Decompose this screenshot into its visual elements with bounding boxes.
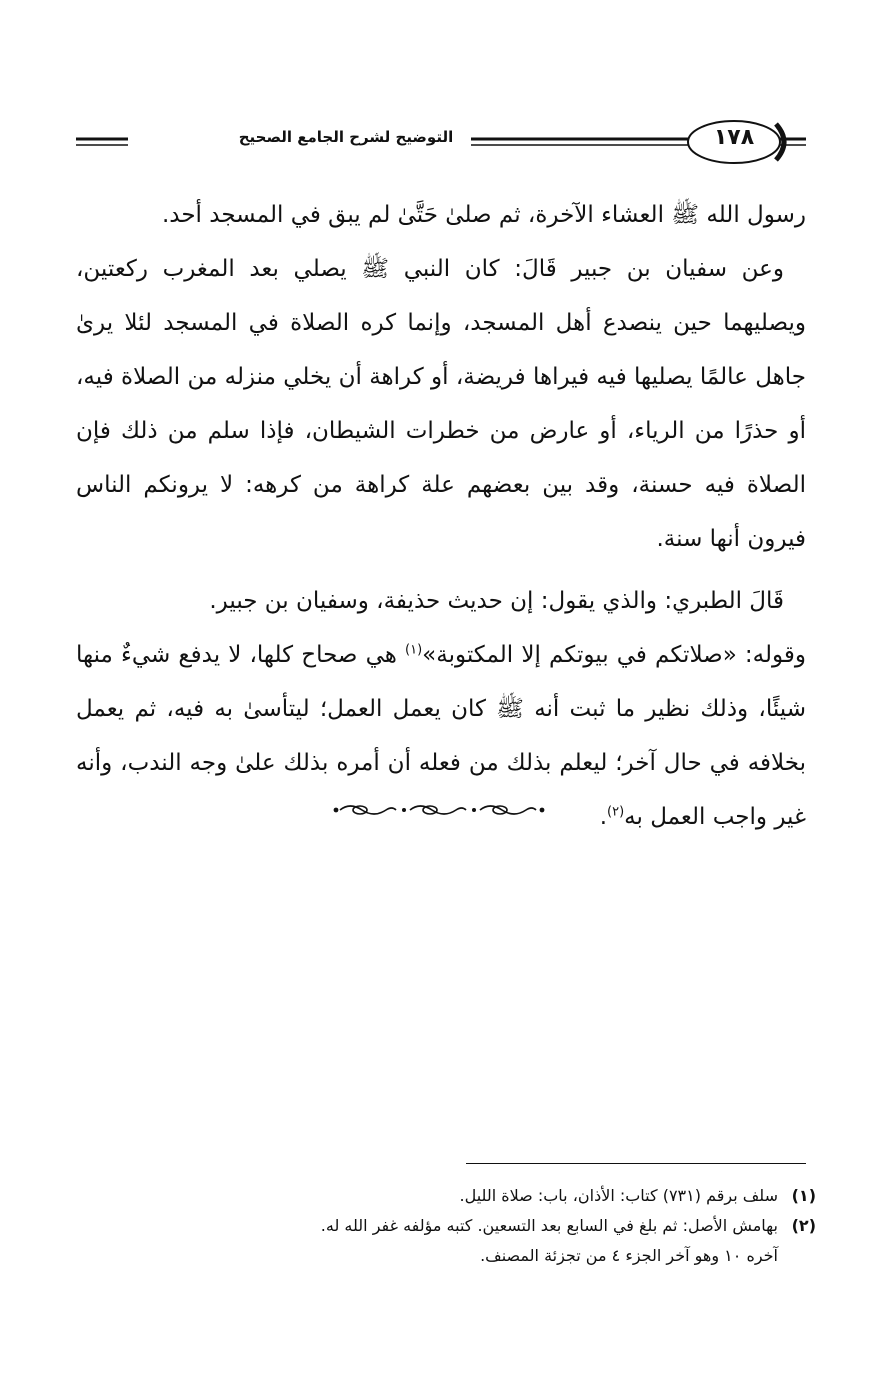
page-number: ١٧٨ (713, 125, 755, 150)
footnote-2-line-1: بهامش الأصل: ثم بلغ في السابع بعد التسعين. كتبه مؤلفه غفر الله له. (320, 1216, 778, 1235)
decorative-divider-icon (330, 798, 550, 822)
main-text (76, 188, 806, 844)
footnote-1-line-1: سلف برقم (٧٣١) كتاب: الأذان، باب: صلاة الليل. (459, 1186, 778, 1205)
paragraph-1: رسول الله ﷺ العشاء الآخرة، ثم صلىٰ حَتَّىٰ لم يبق في المسجد أحد. (161, 202, 806, 228)
page-header (76, 118, 806, 166)
running-title: التوضيح لشرح الجامع الصحيح (221, 128, 471, 146)
paragraph-4-text-a: وقوله: «صلاتكم في بيوتكم إلا المكتوبة» (422, 642, 806, 668)
footnote-marker-2[interactable]: (٢) (607, 804, 625, 820)
footnote-2-number: (٢) (791, 1216, 816, 1235)
footnote-2-line-2: آخره ١٠ وهو آخر الجزء ٤ من تجزئة المصنف. (480, 1246, 778, 1265)
footnote-1-body (150, 1181, 778, 1211)
paragraph-3: قَالَ الطبري: والذي يقول: إن حديث حذيفة، وسفيان بن جبير. (209, 588, 784, 614)
footnote-separator (466, 1163, 806, 1164)
footnote-marker-1[interactable]: (١) (405, 642, 423, 658)
footnote-2 (150, 1211, 816, 1271)
footnote-1 (150, 1181, 816, 1211)
paragraph-4-text-b: هي صحاح كلها، لا يدفع شيءٌ منها شيئًا، وذلك نظير ما ثبت أنه ﷺ كان يعمل العمل؛ ليتأسىٰ به فيه، ثم يعمل بخلافه في حال آخر؛ ليعلم بذلك من فعله أن أمره بذلك علىٰ وجه الندب، وأنه غير واجب العمل به (76, 642, 806, 830)
footnote-1-number: (١) (791, 1186, 816, 1205)
footnotes (150, 1181, 816, 1271)
footnote-2-body (150, 1211, 778, 1271)
paragraph-2: وعن سفيان بن جبير قَالَ: كان النبي ﷺ يصلي بعد المغرب ركعتين، ويصليهما حين ينصدع أهل المسجد، وإنما كره الصلاة في المسجد لئلا يرىٰ جاهل عالمًا يصليها فيه فيراها فريضة، أو كراهة أن يخلي منزله من الصلاة فيه، أو حذرًا من الرياء، أو عارض من خطرات الشيطان، فإذا سلم من ذلك فإن الصلاة فيه حسنة، وقد بين بعضهم علة كراهة من كرهه: لا يرونكم الناس فيرون أنها سنة. (76, 256, 806, 552)
paragraph-4-end: . (599, 804, 608, 830)
